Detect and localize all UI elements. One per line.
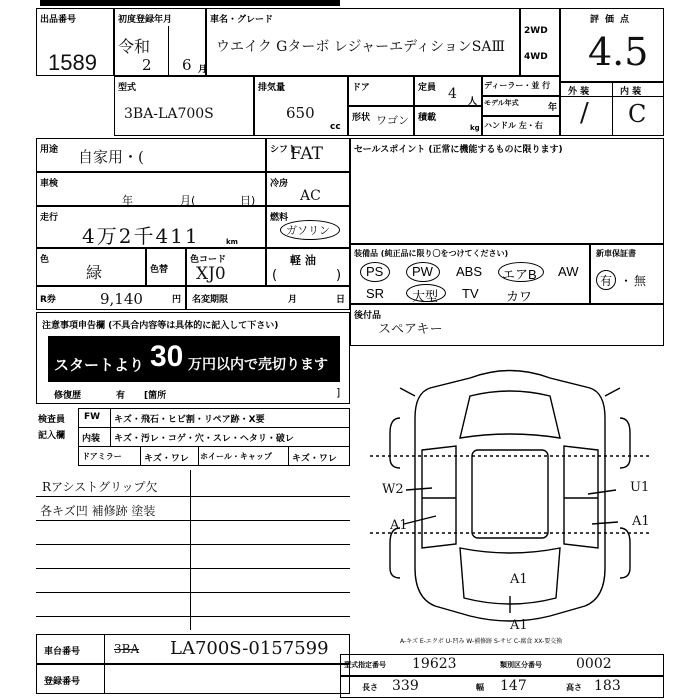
- fuel-label: 燃料: [270, 213, 289, 223]
- warranty-no: 無: [634, 274, 647, 288]
- interior-grade: C: [628, 100, 647, 128]
- insp-vline-4: [288, 446, 289, 466]
- chassis-label: 車台番号: [44, 647, 81, 657]
- drive-4wd: 4WD: [524, 52, 548, 62]
- comment-divider: [190, 470, 191, 630]
- shape: ワゴン: [376, 114, 409, 127]
- score: 4.5: [588, 30, 649, 74]
- model-label: 型式: [118, 83, 137, 93]
- dmg-label-u1: U1: [630, 480, 650, 495]
- light-oil-bracket-l: (: [272, 268, 278, 283]
- reg-label: 登録番号: [44, 677, 81, 687]
- warranty-label: 新車保証書: [596, 249, 636, 258]
- shift: FAT: [290, 144, 324, 164]
- month: 6: [182, 56, 192, 74]
- load-unit: kg: [470, 124, 480, 132]
- insp-mirror: ドアミラー: [82, 452, 122, 461]
- height: 183: [594, 678, 621, 694]
- recycle: 9,140: [100, 290, 143, 308]
- comment-1: Rアシストグリップ欠: [42, 480, 158, 494]
- height-label: 高さ: [566, 683, 582, 692]
- equip-aw: AW: [558, 264, 579, 279]
- era: 令和: [118, 37, 151, 56]
- car-name: ウエイク Gターボ レジャーエディションSAⅢ: [216, 39, 505, 55]
- banner-num: 30: [150, 340, 184, 373]
- comment-line-1: [36, 496, 350, 497]
- inspection-year-unit: 年: [122, 194, 133, 207]
- seats-label: 定員: [418, 83, 437, 93]
- equip-tv: TV: [462, 286, 479, 301]
- comment-2: 各キズ凹 補修跡 塗装: [40, 504, 156, 518]
- aftermarket: スペアキー: [378, 322, 443, 337]
- color: 緑: [86, 263, 103, 282]
- class: 0002: [576, 656, 612, 672]
- displacement: 650: [286, 104, 315, 122]
- insp-wheel-items: キズ・ワレ: [292, 454, 337, 464]
- inspector-label-1: 検査員: [38, 415, 66, 425]
- inspection-day-unit: 日): [240, 194, 256, 207]
- comment-line-4: [36, 568, 350, 569]
- equip-abs: ABS: [456, 264, 483, 279]
- selling-points-label: セールスポイント (正常に機能するものに限ります): [354, 145, 563, 155]
- first-reg-label: 初度登録年月: [118, 15, 173, 25]
- ext-int-divider: [612, 82, 613, 136]
- insp-hline-2: [78, 446, 350, 447]
- lot-number: 1589: [48, 50, 97, 75]
- color-label: 色: [40, 255, 50, 265]
- use: 自家用・(: [78, 148, 144, 166]
- interior-label: 内 装: [620, 87, 642, 97]
- warranty-dot: ・: [620, 274, 633, 288]
- seats: 4: [448, 86, 457, 102]
- insp-vline-1: [110, 408, 111, 446]
- drive-2wd: 2WD: [524, 26, 548, 36]
- cc-unit: cc: [330, 122, 341, 132]
- reg-box: [36, 664, 350, 694]
- equip-airbag-circle: [498, 262, 544, 282]
- km-unit: km: [226, 238, 238, 246]
- aftermarket-label: 後付品: [354, 311, 382, 321]
- repair-label: 修復歴: [54, 391, 82, 401]
- score-label: 評価点: [590, 15, 636, 25]
- exterior-grade: /: [580, 98, 589, 128]
- repair-bracket-close: ]: [336, 386, 341, 399]
- comment-line-6: [36, 616, 350, 617]
- start-price-banner: [48, 336, 340, 382]
- equip-leather: カワ: [506, 289, 533, 304]
- class-label: 類別区分番号: [500, 661, 542, 669]
- insp-fw: FW: [84, 412, 101, 422]
- recycle-label: R券: [40, 295, 56, 305]
- light-oil-label: 軽 油: [290, 254, 316, 267]
- banner-post: 万円以内で売切ります: [188, 357, 328, 373]
- dealer-label: ディーラー・並 行: [484, 81, 551, 90]
- recycle-yen: 円: [172, 295, 182, 305]
- insp-vline-3: [198, 446, 199, 466]
- color-code: XJ0: [196, 264, 226, 284]
- insp-fw-items: キズ・飛石・ヒビ割・リペア跡・X要: [114, 415, 265, 425]
- equip-pw-circle: [406, 262, 440, 282]
- seats-unit: 人: [468, 97, 478, 107]
- comment-line-3: [36, 544, 350, 545]
- equipment-label: 装備品 (純正品に限り〇をつけてください): [354, 249, 509, 258]
- inspection-box: [36, 172, 266, 206]
- lot-label: 出品番号: [40, 15, 77, 25]
- width: 147: [500, 678, 527, 694]
- handle-label: ハンドル 左・右: [484, 121, 543, 130]
- door-label: ドア: [352, 83, 370, 93]
- registration-month: 月: [288, 295, 298, 305]
- warranty-yes-circle: [596, 270, 616, 290]
- year: 2: [142, 56, 152, 74]
- width-label: 幅: [476, 683, 484, 692]
- inspection-month-unit: 月(: [180, 194, 196, 207]
- use-label: 用途: [40, 145, 59, 155]
- notes-label: 注意事項申告欄 (不具合内容等は具体的に記入して下さい): [42, 321, 279, 331]
- comment-line-5: [36, 592, 350, 593]
- mileage-label: 走行: [40, 213, 59, 223]
- mileage: 4万2千411: [82, 224, 200, 248]
- cert-label: 型式指定番号: [344, 661, 386, 669]
- fuel: ガソリン: [286, 224, 330, 237]
- chassis: LA700S-0157599: [170, 638, 329, 659]
- inspection-label: 車検: [40, 179, 59, 189]
- insp-interior-items: キズ・汚レ・コゲ・穴・スレ・ヘタリ・破レ: [114, 434, 294, 444]
- model-year-unit: 年: [548, 103, 558, 113]
- comment-line-2: [36, 520, 350, 521]
- car-name-label: 車名・グレード: [210, 15, 274, 25]
- equip-large: 大型: [412, 289, 439, 304]
- insp-interior: 内装: [82, 434, 101, 444]
- shift-label: シフト: [270, 145, 298, 155]
- equip-ps: PS: [366, 264, 384, 279]
- model-year-label: モデル年式: [484, 99, 519, 107]
- month-unit: 月: [198, 65, 208, 75]
- load-label: 積載: [418, 113, 437, 123]
- use-box: [36, 138, 266, 172]
- shape-label: 形状: [352, 113, 371, 123]
- displacement-label: 排気量: [258, 83, 286, 93]
- model: 3BA-LA700S: [124, 106, 214, 122]
- dmg-label-a1-right: A1: [632, 514, 650, 529]
- warranty-yes: 有: [600, 274, 613, 288]
- top-strip: [40, 0, 340, 6]
- equip-ps-circle: [360, 262, 390, 282]
- cert: 19623: [412, 656, 457, 672]
- light-oil-bracket-r: ): [336, 268, 342, 283]
- dmg-label-w2: W2: [382, 482, 404, 497]
- insp-wheel: ホイール・キャップ: [200, 452, 272, 461]
- exterior-label: 外 装: [568, 87, 590, 97]
- equip-large-circle: [406, 284, 446, 302]
- equip-airbag: エアB: [502, 267, 537, 282]
- equip-pw: PW: [412, 264, 433, 279]
- length-label: 長さ: [362, 683, 378, 692]
- ac-label: 冷房: [270, 179, 289, 189]
- registration-day: 日: [336, 295, 346, 305]
- chassis-prefix: 3BA: [114, 642, 140, 656]
- repair-bracket: [箇所: [144, 391, 167, 401]
- first-reg-divider: [168, 26, 169, 76]
- equip-sr: SR: [366, 286, 385, 301]
- damage-legend: A-キズ E-エクボ U-凹み W-補修跡 S-サビ C-腐食 XX-要交換: [400, 638, 563, 645]
- car-damage-diagram: [360, 358, 660, 628]
- ac: AC: [300, 188, 321, 204]
- dmg-label-a1-rear: A1: [510, 572, 528, 587]
- insp-vline-2: [140, 446, 141, 466]
- drive-box: [520, 8, 560, 76]
- dmg-label-a1-left: A1: [390, 518, 408, 533]
- registration-label: 名変期限: [192, 295, 229, 305]
- color-change-label: 色替: [150, 265, 169, 275]
- dmg-label-a1-bottom: A1: [510, 618, 528, 633]
- repair-yes: 有: [116, 391, 126, 401]
- color-code-label: 色コード: [190, 255, 227, 265]
- banner-pre: スタートより: [54, 356, 145, 374]
- length: 339: [392, 678, 419, 694]
- insp-hline-1: [78, 427, 350, 428]
- insp-mirror-items: キズ・ワレ: [144, 454, 189, 464]
- inspector-label-2: 記入欄: [38, 431, 66, 441]
